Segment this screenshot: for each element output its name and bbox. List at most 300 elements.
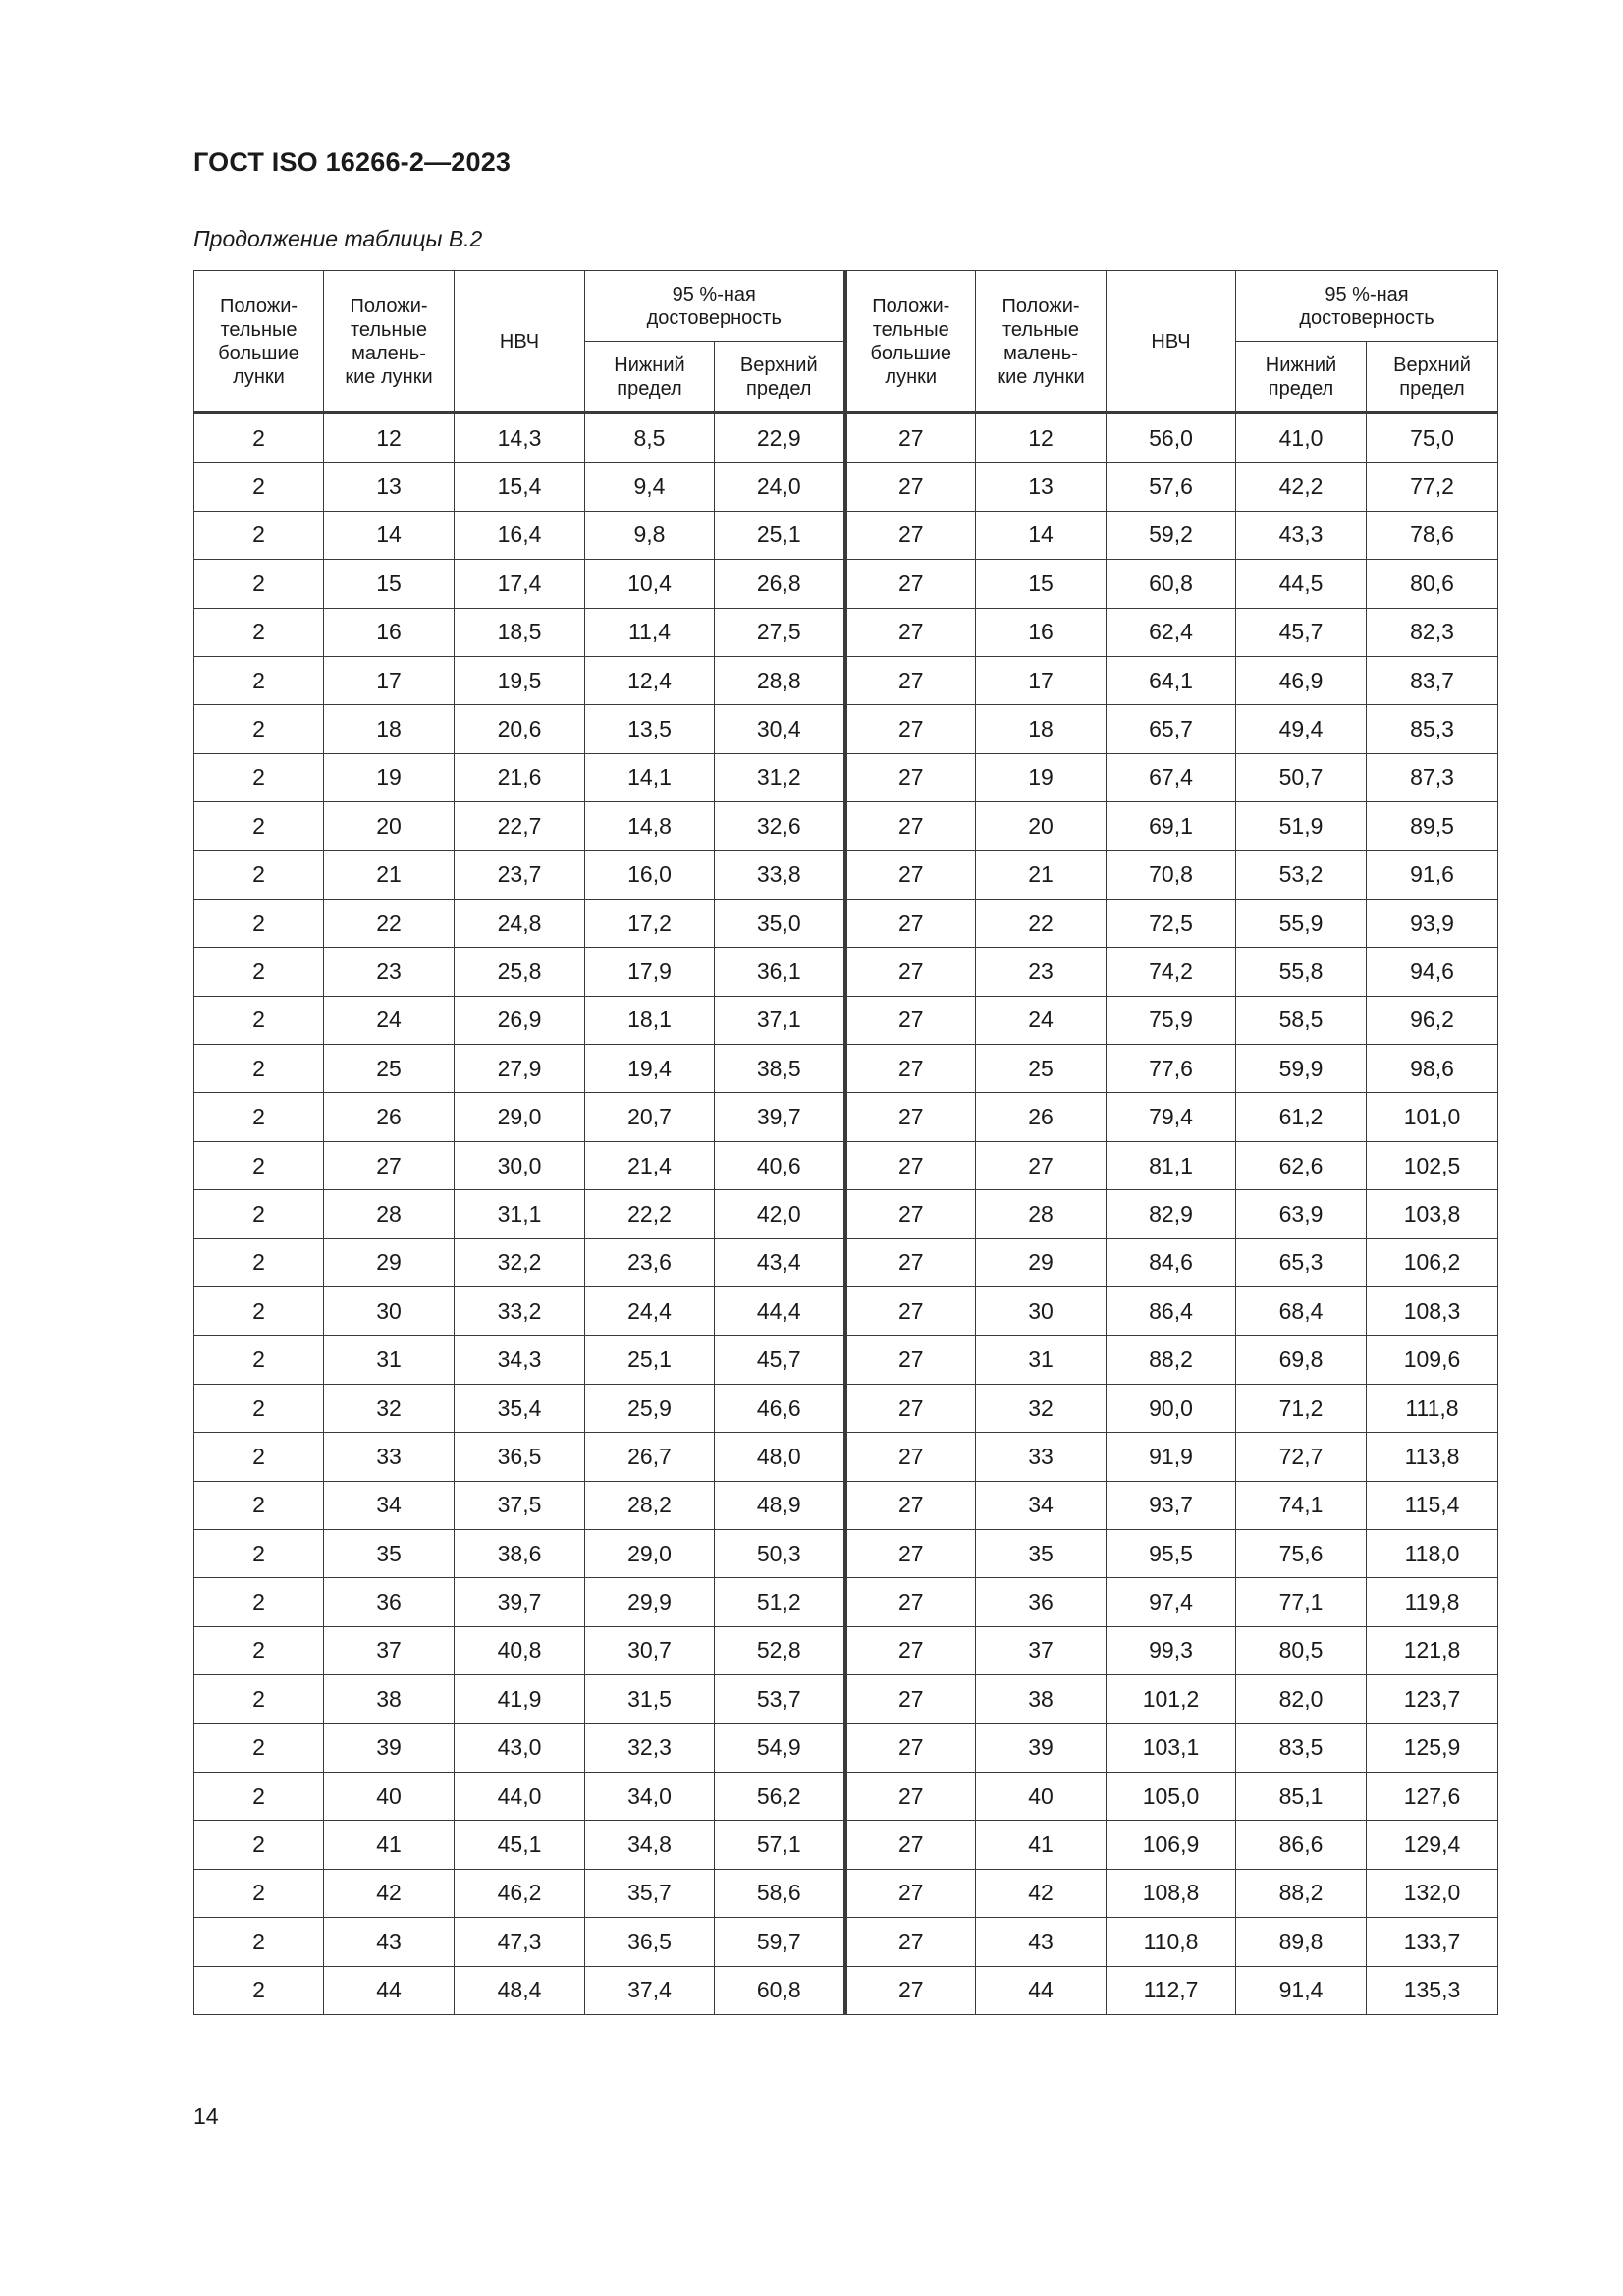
table-cell: 2: [194, 1869, 324, 1917]
table-cell: 91,9: [1107, 1433, 1236, 1481]
table-cell: 31,5: [585, 1675, 715, 1723]
table-cell: 74,2: [1107, 948, 1236, 996]
table-cell: 24,4: [585, 1287, 715, 1336]
table-cell: 34,8: [585, 1821, 715, 1869]
table-cell: 27: [976, 1141, 1107, 1189]
table-cell: 30,7: [585, 1626, 715, 1674]
table-cell: 86,4: [1107, 1287, 1236, 1336]
table-cell: 15: [324, 560, 455, 608]
table-cell: 2: [194, 1287, 324, 1336]
table-cell: 77,6: [1107, 1045, 1236, 1093]
table-cell: 31: [324, 1336, 455, 1384]
table-cell: 16,0: [585, 850, 715, 899]
table-cell: 35,4: [455, 1384, 585, 1432]
table-cell: 40: [976, 1772, 1107, 1820]
table-cell: 17: [976, 656, 1107, 704]
table-cell: 61,2: [1236, 1093, 1367, 1141]
table-cell: 65,3: [1236, 1238, 1367, 1286]
table-cell: 72,7: [1236, 1433, 1367, 1481]
header-lower-limit: Нижний предел: [585, 342, 715, 413]
table-cell: 2: [194, 753, 324, 801]
table-cell: 27: [845, 1384, 976, 1432]
table-row: [194, 656, 1498, 704]
table-cell: 67,4: [1107, 753, 1236, 801]
table-cell: 40,8: [455, 1626, 585, 1674]
table-cell: 2: [194, 511, 324, 559]
table-cell: 18: [976, 705, 1107, 753]
table-row: [194, 511, 1498, 559]
table-cell: 81,1: [1107, 1141, 1236, 1189]
table-cell: 20: [324, 802, 455, 850]
table-cell: 68,4: [1236, 1287, 1367, 1336]
table-cell: 41,0: [1236, 413, 1367, 463]
table-row: [194, 463, 1498, 511]
table-cell: 46,9: [1236, 656, 1367, 704]
table-cell: 98,6: [1367, 1045, 1498, 1093]
table-row: [194, 753, 1498, 801]
table-cell: 106,2: [1367, 1238, 1498, 1286]
table-cell: 85,3: [1367, 705, 1498, 753]
table-cell: 101,0: [1367, 1093, 1498, 1141]
table-cell: 37: [976, 1626, 1107, 1674]
table-cell: 23: [976, 948, 1107, 996]
table-cell: 2: [194, 1578, 324, 1626]
table-cell: 38,5: [715, 1045, 845, 1093]
table-cell: 22,9: [715, 413, 845, 463]
table-cell: 58,6: [715, 1869, 845, 1917]
table-cell: 32,6: [715, 802, 845, 850]
table-cell: 77,2: [1367, 463, 1498, 511]
table-cell: 101,2: [1107, 1675, 1236, 1723]
table-cell: 127,6: [1367, 1772, 1498, 1820]
table-cell: 94,6: [1367, 948, 1498, 996]
table-cell: 103,1: [1107, 1723, 1236, 1772]
table-cell: 27: [845, 753, 976, 801]
table-cell: 39,7: [715, 1093, 845, 1141]
table-cell: 27: [845, 560, 976, 608]
table-cell: 109,6: [1367, 1336, 1498, 1384]
table-cell: 62,6: [1236, 1141, 1367, 1189]
table-cell: 36: [324, 1578, 455, 1626]
table-cell: 2: [194, 1190, 324, 1238]
table-cell: 40,6: [715, 1141, 845, 1189]
table-cell: 97,4: [1107, 1578, 1236, 1626]
table-cell: 13: [324, 463, 455, 511]
table-cell: 74,1: [1236, 1481, 1367, 1529]
table-cell: 78,6: [1367, 511, 1498, 559]
table-cell: 2: [194, 1821, 324, 1869]
table-cell: 2: [194, 656, 324, 704]
table-cell: 89,5: [1367, 802, 1498, 850]
table-cell: 35: [324, 1529, 455, 1577]
table-cell: 46,2: [455, 1869, 585, 1917]
table-cell: 83,5: [1236, 1723, 1367, 1772]
table-row: [194, 850, 1498, 899]
table-cell: 105,0: [1107, 1772, 1236, 1820]
table-cell: 60,8: [715, 1966, 845, 2014]
table-row: [194, 948, 1498, 996]
table-row: [194, 899, 1498, 947]
table-cell: 27: [845, 463, 976, 511]
table-cell: 29,0: [585, 1529, 715, 1577]
table-cell: 72,5: [1107, 899, 1236, 947]
table-cell: 88,2: [1236, 1869, 1367, 1917]
table-cell: 99,3: [1107, 1626, 1236, 1674]
table-body: [194, 413, 1498, 2015]
table-row: [194, 608, 1498, 656]
table-cell: 37: [324, 1626, 455, 1674]
table-cell: 16: [976, 608, 1107, 656]
table-cell: 14,8: [585, 802, 715, 850]
table-cell: 45,1: [455, 1821, 585, 1869]
table-row: [194, 1772, 1498, 1820]
table-cell: 82,3: [1367, 608, 1498, 656]
table-row: [194, 1287, 1498, 1336]
table-cell: 36,1: [715, 948, 845, 996]
table-cell: 26: [976, 1093, 1107, 1141]
table-row: [194, 1238, 1498, 1286]
table-cell: 12: [976, 413, 1107, 463]
table-cell: 27: [845, 1626, 976, 1674]
table-cell: 25: [324, 1045, 455, 1093]
table-cell: 40: [324, 1772, 455, 1820]
data-table: [193, 270, 1498, 2015]
table-cell: 16,4: [455, 511, 585, 559]
table-cell: 31: [976, 1336, 1107, 1384]
table-cell: 102,5: [1367, 1141, 1498, 1189]
table-cell: 2: [194, 560, 324, 608]
table-cell: 121,8: [1367, 1626, 1498, 1674]
table-cell: 44,5: [1236, 560, 1367, 608]
table-cell: 2: [194, 608, 324, 656]
table-cell: 15,4: [455, 463, 585, 511]
table-cell: 2: [194, 1336, 324, 1384]
table-cell: 27: [845, 1966, 976, 2014]
table-cell: 21,6: [455, 753, 585, 801]
table-cell: 9,8: [585, 511, 715, 559]
table-cell: 38: [324, 1675, 455, 1723]
table-cell: 27: [845, 1141, 976, 1189]
header-upper-limit: Верхний предел: [1367, 342, 1498, 413]
table-cell: 50,7: [1236, 753, 1367, 801]
table-cell: 27: [845, 1578, 976, 1626]
table-cell: 42,2: [1236, 463, 1367, 511]
table-cell: 27: [845, 1821, 976, 1869]
table-cell: 14: [976, 511, 1107, 559]
table-cell: 83,7: [1367, 656, 1498, 704]
table-cell: 10,4: [585, 560, 715, 608]
table-cell: 123,7: [1367, 1675, 1498, 1723]
table-cell: 2: [194, 1675, 324, 1723]
table-cell: 27: [845, 1190, 976, 1238]
table-cell: 36: [976, 1578, 1107, 1626]
table-cell: 103,8: [1367, 1190, 1498, 1238]
table-cell: 19: [324, 753, 455, 801]
table-cell: 27: [845, 996, 976, 1044]
table-cell: 2: [194, 1238, 324, 1286]
table-cell: 28: [976, 1190, 1107, 1238]
table-cell: 52,8: [715, 1626, 845, 1674]
table-row: [194, 1966, 1498, 2014]
table-cell: 28,2: [585, 1481, 715, 1529]
table-cell: 26,7: [585, 1433, 715, 1481]
table-cell: 9,4: [585, 463, 715, 511]
table-cell: 22: [976, 899, 1107, 947]
table-cell: 27: [845, 1433, 976, 1481]
table-cell: 17,4: [455, 560, 585, 608]
table-cell: 27: [845, 1772, 976, 1820]
table-cell: 47,3: [455, 1918, 585, 1966]
table-cell: 96,2: [1367, 996, 1498, 1044]
table-cell: 82,0: [1236, 1675, 1367, 1723]
table-cell: 110,8: [1107, 1918, 1236, 1966]
table-cell: 50,3: [715, 1529, 845, 1577]
table-cell: 37,5: [455, 1481, 585, 1529]
table-cell: 27: [845, 802, 976, 850]
table-cell: 2: [194, 948, 324, 996]
table-cell: 62,4: [1107, 608, 1236, 656]
table-cell: 90,0: [1107, 1384, 1236, 1432]
table-cell: 2: [194, 899, 324, 947]
table-cell: 17,9: [585, 948, 715, 996]
table-cell: 24,0: [715, 463, 845, 511]
table-row: [194, 1723, 1498, 1772]
table-cell: 44: [324, 1966, 455, 2014]
table-cell: 85,1: [1236, 1772, 1367, 1820]
table-cell: 37,1: [715, 996, 845, 1044]
table-cell: 44,0: [455, 1772, 585, 1820]
table-cell: 23,7: [455, 850, 585, 899]
table-cell: 36,5: [455, 1433, 585, 1481]
table-cell: 32: [324, 1384, 455, 1432]
table-cell: 55,9: [1236, 899, 1367, 947]
table-cell: 2: [194, 413, 324, 463]
table-cell: 25,1: [585, 1336, 715, 1384]
table-cell: 70,8: [1107, 850, 1236, 899]
table-cell: 14,3: [455, 413, 585, 463]
table-cell: 30: [324, 1287, 455, 1336]
table-cell: 2: [194, 1626, 324, 1674]
table-cell: 91,4: [1236, 1966, 1367, 2014]
table-cell: 2: [194, 1966, 324, 2014]
table-cell: 75,9: [1107, 996, 1236, 1044]
table-cell: 2: [194, 1141, 324, 1189]
table-cell: 88,2: [1107, 1336, 1236, 1384]
table-cell: 18: [324, 705, 455, 753]
table-cell: 54,9: [715, 1723, 845, 1772]
table-cell: 16: [324, 608, 455, 656]
table-row: [194, 1675, 1498, 1723]
table-cell: 15: [976, 560, 1107, 608]
table-cell: 37,4: [585, 1966, 715, 2014]
table-cell: 111,8: [1367, 1384, 1498, 1432]
table-cell: 23: [324, 948, 455, 996]
table-cell: 20,7: [585, 1093, 715, 1141]
table-cell: 20,6: [455, 705, 585, 753]
table-cell: 28,8: [715, 656, 845, 704]
table-cell: 2: [194, 1723, 324, 1772]
table-cell: 43: [324, 1918, 455, 1966]
table-cell: 20: [976, 802, 1107, 850]
table-cell: 33,8: [715, 850, 845, 899]
table-cell: 27: [845, 1869, 976, 1917]
table-cell: 2: [194, 1093, 324, 1141]
header-confidence-group: 95 %-ная достоверность: [1236, 271, 1498, 342]
table-cell: 44,4: [715, 1287, 845, 1336]
table-cell: 112,7: [1107, 1966, 1236, 2014]
table-cell: 12,4: [585, 656, 715, 704]
table-cell: 21,4: [585, 1141, 715, 1189]
table-cell: 27,5: [715, 608, 845, 656]
table-cell: 35,7: [585, 1869, 715, 1917]
table-row: [194, 1529, 1498, 1577]
table-cell: 2: [194, 1045, 324, 1093]
table-cell: 8,5: [585, 413, 715, 463]
table-cell: 82,9: [1107, 1190, 1236, 1238]
table-cell: 56,0: [1107, 413, 1236, 463]
table-cell: 23,6: [585, 1238, 715, 1286]
table-row: [194, 1384, 1498, 1432]
table-row: [194, 705, 1498, 753]
header-mpn: НВЧ: [1107, 271, 1236, 413]
table-cell: 60,8: [1107, 560, 1236, 608]
table-cell: 22: [324, 899, 455, 947]
table-cell: 135,3: [1367, 1966, 1498, 2014]
table-cell: 77,1: [1236, 1578, 1367, 1626]
table-cell: 38,6: [455, 1529, 585, 1577]
table-cell: 43: [976, 1918, 1107, 1966]
table-cell: 115,4: [1367, 1481, 1498, 1529]
table-cell: 118,0: [1367, 1529, 1498, 1577]
table-cell: 41: [976, 1821, 1107, 1869]
table-cell: 2: [194, 1918, 324, 1966]
table-cell: 27: [845, 705, 976, 753]
table-cell: 13,5: [585, 705, 715, 753]
header-upper-limit: Верхний предел: [715, 342, 845, 413]
table-cell: 27: [845, 413, 976, 463]
table-cell: 27: [845, 1093, 976, 1141]
table-cell: 42: [976, 1869, 1107, 1917]
table-cell: 39: [324, 1723, 455, 1772]
table-cell: 34: [324, 1481, 455, 1529]
table-cell: 31,1: [455, 1190, 585, 1238]
table-cell: 42: [324, 1869, 455, 1917]
table-cell: 57,6: [1107, 463, 1236, 511]
table-cell: 69,8: [1236, 1336, 1367, 1384]
table-cell: 25: [976, 1045, 1107, 1093]
table-cell: 91,6: [1367, 850, 1498, 899]
table-cell: 26: [324, 1093, 455, 1141]
table-cell: 33: [324, 1433, 455, 1481]
table-cell: 2: [194, 996, 324, 1044]
table-cell: 42,0: [715, 1190, 845, 1238]
table-cell: 113,8: [1367, 1433, 1498, 1481]
header-lower-limit: Нижний предел: [1236, 342, 1367, 413]
table-cell: 34,0: [585, 1772, 715, 1820]
table-cell: 27: [845, 1723, 976, 1772]
table-cell: 27: [845, 1481, 976, 1529]
table-cell: 53,7: [715, 1675, 845, 1723]
table-cell: 19: [976, 753, 1107, 801]
table-cell: 14,1: [585, 753, 715, 801]
table-cell: 27: [845, 1287, 976, 1336]
table-cell: 48,0: [715, 1433, 845, 1481]
table-cell: 21: [324, 850, 455, 899]
table-cell: 18,5: [455, 608, 585, 656]
table-cell: 80,5: [1236, 1626, 1367, 1674]
table-caption: Продолжение таблицы В.2: [193, 226, 483, 251]
document-header: ГОСТ ISO 16266-2—2023: [193, 147, 512, 177]
table-cell: 41,9: [455, 1675, 585, 1723]
table-cell: 59,9: [1236, 1045, 1367, 1093]
table-cell: 29,0: [455, 1093, 585, 1141]
table-cell: 27: [845, 899, 976, 947]
table-cell: 108,3: [1367, 1287, 1498, 1336]
table-cell: 75,6: [1236, 1529, 1367, 1577]
table-cell: 29,9: [585, 1578, 715, 1626]
table-cell: 106,9: [1107, 1821, 1236, 1869]
table-cell: 87,3: [1367, 753, 1498, 801]
table-cell: 32,3: [585, 1723, 715, 1772]
table-row: [194, 413, 1498, 463]
header-positive-small: Положи- тельные малень- кие лунки: [976, 271, 1107, 413]
table-cell: 63,9: [1236, 1190, 1367, 1238]
page-number: 14: [193, 2104, 219, 2129]
table-cell: 30,0: [455, 1141, 585, 1189]
table-cell: 17,2: [585, 899, 715, 947]
table-cell: 26,9: [455, 996, 585, 1044]
table-row: [194, 1093, 1498, 1141]
table-cell: 58,5: [1236, 996, 1367, 1044]
table-cell: 2: [194, 802, 324, 850]
table-cell: 2: [194, 1529, 324, 1577]
table-cell: 2: [194, 705, 324, 753]
header-positive-large: Положи- тельные большие лунки: [845, 271, 976, 413]
table-cell: 30,4: [715, 705, 845, 753]
table-cell: 27: [324, 1141, 455, 1189]
table-cell: 19,5: [455, 656, 585, 704]
table-cell: 93,7: [1107, 1481, 1236, 1529]
table-cell: 32: [976, 1384, 1107, 1432]
table-cell: 43,4: [715, 1238, 845, 1286]
table-cell: 86,6: [1236, 1821, 1367, 1869]
table-cell: 48,9: [715, 1481, 845, 1529]
table-cell: 2: [194, 850, 324, 899]
table-cell: 80,6: [1367, 560, 1498, 608]
table-cell: 132,0: [1367, 1869, 1498, 1917]
table-cell: 49,4: [1236, 705, 1367, 753]
table-cell: 57,1: [715, 1821, 845, 1869]
table-cell: 59,2: [1107, 511, 1236, 559]
table-cell: 125,9: [1367, 1723, 1498, 1772]
table-cell: 65,7: [1107, 705, 1236, 753]
table-cell: 2: [194, 1384, 324, 1432]
table-cell: 25,9: [585, 1384, 715, 1432]
table-cell: 45,7: [1236, 608, 1367, 656]
table-cell: 2: [194, 1772, 324, 1820]
table-cell: 11,4: [585, 608, 715, 656]
table-row: [194, 1626, 1498, 1674]
table-cell: 14: [324, 511, 455, 559]
table-cell: 46,6: [715, 1384, 845, 1432]
table-cell: 22,7: [455, 802, 585, 850]
table-cell: 28: [324, 1190, 455, 1238]
table-cell: 29: [324, 1238, 455, 1286]
table-row: [194, 1141, 1498, 1189]
table-cell: 69,1: [1107, 802, 1236, 850]
table-cell: 34,3: [455, 1336, 585, 1384]
header-positive-small: Положи- тельные малень- кие лунки: [324, 271, 455, 413]
